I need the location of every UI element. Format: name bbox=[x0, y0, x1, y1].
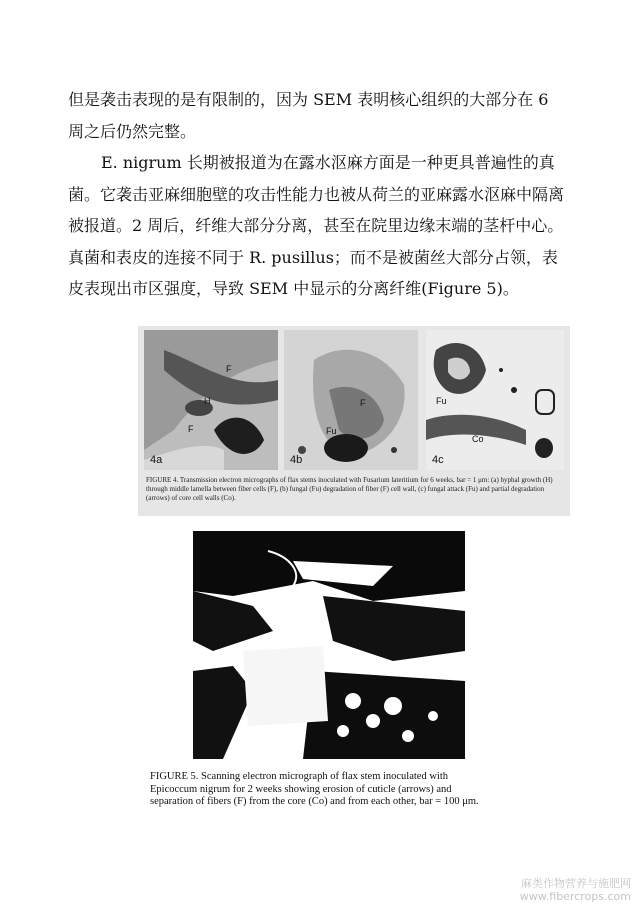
micrograph-panel-a bbox=[144, 330, 278, 470]
micrograph-panel-b bbox=[284, 330, 418, 470]
fiber-label: F bbox=[226, 364, 232, 374]
paragraph-1: 但是袭击表现的是有限制的，因为 SEM 表明核心组织的大部分在 6 周之后仍然完整。 bbox=[68, 90, 549, 141]
fungus-label: Fu bbox=[326, 426, 337, 436]
fiber-label: F bbox=[188, 424, 194, 434]
fungus-label: Fu bbox=[436, 396, 447, 406]
figure-4 bbox=[138, 326, 570, 516]
watermark-line-2: www.fibercrops.com bbox=[519, 890, 631, 903]
hypha-label: H bbox=[204, 396, 211, 406]
paragraph-2: E. nigrum 长期被报道为在露水沤麻方面是一种更具普遍性的真菌。它袭击亚麻细胞壁的攻击性能力也被从荷兰的亚麻露水沤麻中隔离被报道。2 周后，纤维大部分分离，甚至在院里边缘末端的茎杆中心。真菌和表皮的连接不同于 R. pusillus；而不是被菌丝大部分占领，表皮表现出市区强度，导致 SEM 中显示的分离纤维(Figure 5)。 bbox=[68, 153, 565, 298]
figure-5-micrograph bbox=[193, 531, 465, 759]
panel-label-c: 4c bbox=[432, 454, 444, 466]
site-watermark bbox=[520, 877, 631, 903]
figure-5-caption: FIGURE 5. Scanning electron micrograph of flax stem inoculated with Epicoccum nigrum for 2 weeks showing erosion of cuticle (arrows) and separation of fibers (F) from the core (Co) and from each other, bar = 100 μm. bbox=[150, 771, 479, 807]
panel-label-b: 4b bbox=[290, 454, 303, 466]
fiber-label: F bbox=[360, 398, 366, 408]
core-label: Co bbox=[472, 434, 484, 444]
panel-label-a: 4a bbox=[150, 454, 163, 466]
figure-4-caption: FIGURE 4. Transmission electron micrographs of flax stems inoculated with Fusarium lateritium for 6 weeks, bar = 1 μm: (a) hyphal growth (H) through middle lamella between fiber cells (F), (b) fungal (Fu) degradation of fiber (F) cell wall, (c) fungal attack (Fu) and partial degradation (arrows) of core cell walls (Co). bbox=[146, 476, 553, 502]
watermark-line-1: 麻类作物营养与施肥网 bbox=[521, 877, 631, 890]
micrograph-panel-c bbox=[426, 330, 564, 470]
